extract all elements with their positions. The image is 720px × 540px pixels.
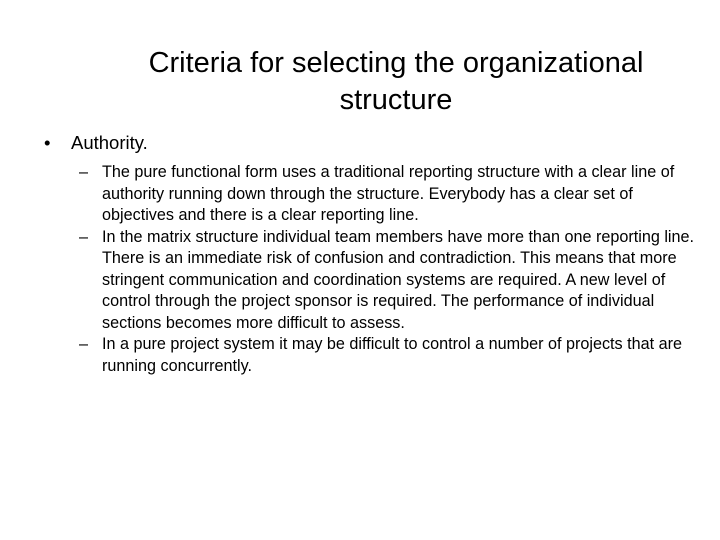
dash-marker: – [79, 335, 89, 353]
bullet-label: Authority. [71, 132, 148, 153]
sub-bullet-text: The pure functional form uses a traditional reporting structure with a clear line of authority running down through the structure. Everybody has a clear set of objectives and there is a clear reporting line. [102, 163, 675, 224]
sub-bullet-text: In a pure project system it may be difficult to control a number of projects that are running concurrently. [102, 335, 683, 375]
sub-bullet-text: In the matrix structure individual team members have more than one reporting line. There is an immediate risk of confusion and contradiction. This means that more stringent communication and coordination systems are required. A new level of control through the project sponsor is required. The performance of individual sections becomes more difficult to assess. [102, 227, 695, 332]
sub-bullet-list [79, 162, 699, 377]
sub-bullet-functional [79, 162, 699, 227]
sub-bullet-project [79, 334, 699, 377]
slide-title: Criteria for selecting the organizational structure [148, 47, 644, 116]
sub-bullet-matrix [79, 227, 699, 335]
bullet-marker: • [44, 132, 51, 153]
dash-marker: – [79, 227, 89, 246]
dash-marker: – [79, 163, 89, 181]
